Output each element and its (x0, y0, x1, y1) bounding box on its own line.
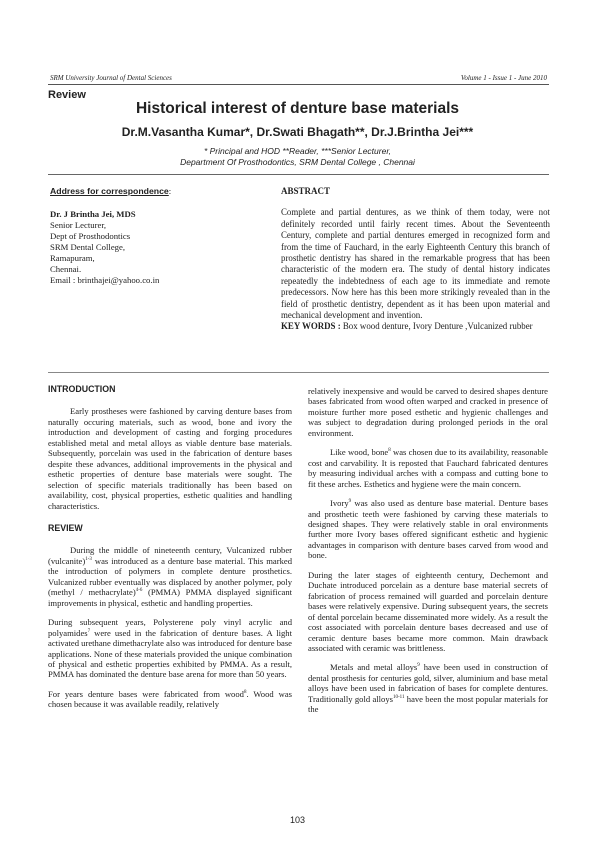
text-run: were used in the fabrication of denture bases. A light activated urethane dimethacrylate also was introduced for denture base applications. None of these materials provided the unique combination of physical and esthetic properties exhibited by PMMA. As a result, PMMA has dominated the denture base arena for more than 50 years. (48, 627, 292, 680)
citation: 9 (417, 663, 420, 669)
citation: 9 (348, 499, 352, 505)
text-run: . Wood was chosen because it was available readily, relatively (48, 688, 293, 710)
review-heading: REVIEW (48, 522, 83, 533)
body-paragraph (308, 662, 548, 714)
correspondence-name: Dr. J Brintha Jei, MDS (50, 209, 136, 219)
review-paragraph (48, 617, 292, 680)
text-run: Ivory (330, 498, 349, 509)
correspondence-block (50, 186, 260, 286)
abstract-heading: ABSTRACT (281, 186, 331, 196)
text-run: have been the most popular materials for the (308, 693, 549, 715)
correspondence-line: Dept of Prosthodontics (50, 231, 131, 241)
page-number: 103 (289, 815, 306, 825)
citation: 7 (87, 628, 91, 634)
author-list: Dr.M.Vasantha Kumar*, Dr.Swati Bhagath**, Dr.J.Brintha Jei*** (121, 125, 474, 139)
citation: 8 (388, 448, 391, 454)
body-paragraph: relatively inexpensive and would be carved to desired shapes denture bases fabricated from wood often warped and cracked in presence of moisture further more posed esthetic and hygienic challenges and was subject to degradation during prolonged periods in the oral environment. (308, 386, 548, 438)
left-column (48, 384, 292, 719)
text-run: was chosen due to its availability, reasonable cost and carvability. It is reposted that Fauchard fabricated dentures by measuring individual arches with a compass and cutting bone to fit these arches. Esthetics and hygiene were the main concern. (308, 447, 548, 489)
citation: 4-6 (135, 588, 143, 594)
correspondence-line: Ramapuram, (50, 253, 95, 263)
introduction-paragraph: Early prostheses were fashioned by carving denture bases from naturally occuring materials, such as wood, bone and ivory the introduction and development of casting and forging procedures established metal and metal alloys as viable denture base materials. Subsequently, porcelain was used in the fabrication of denture bases despite these advances, additional improvements in the physical and esthetic properties of denture base materials were sought. The selection of specific materials traditionally has been based on availability, cost, physical properties, esthetic qualities and handling characteristics. (48, 406, 292, 511)
correspondence-line: Senior Lecturer, (50, 220, 107, 230)
abstract-block (281, 186, 550, 333)
text-run: was also used as denture base material. Denture bases and prosthetic teeth were fashioned by carving these materials to designed shapes. They were relatively stable in oral environments further more Ivory bases offered significant esthetic and hygienic advantages in comparison with denture bases carved from wood and bone. (308, 498, 548, 561)
correspondence-email: Email : brinthajei@yahoo.co.in (50, 275, 160, 285)
journal-name: SRM University Journal of Dental Sciences (50, 74, 172, 82)
right-column (308, 386, 548, 724)
title-divider (48, 174, 549, 175)
correspondence-colon: : (168, 186, 172, 196)
text-run: was introduced as a denture base material. This marked the introduction of polymers in complete denture prosthetics. Vulcanized rubber eventually was displaced by another polymer, poly (methyl / methacrylate) (48, 555, 292, 598)
body-paragraph: During the later stages of eighteenth century, Dechemont and Duchate introduced porcelain as a denture base material secrets of fabrication of process remained will guarded and porcelain denture bases were relatively expensive. During subsequent years, the secrets of dental porcelain became disseminated more widely. As a result the cost associated with porcelain denture bases decreased and use of ceramic denture bases became more common. Main drawback associated with ceramic was brittleness. (308, 569, 548, 653)
body-paragraph (308, 498, 548, 561)
keywords-line (281, 321, 550, 332)
text-run: During subsequent years, Polysterene poly vinyl acrylic and polyamides (48, 617, 292, 638)
text-run: During the middle of nineteenth century, Vulcanized rubber (vulcanite) (48, 545, 292, 566)
review-paragraph (48, 689, 292, 710)
citation: 8 (243, 690, 247, 696)
text-run: Metals and metal alloys (330, 662, 418, 673)
section-tag: Review (48, 89, 86, 101)
abstract-divider (48, 372, 549, 373)
review-paragraph (48, 545, 292, 608)
correspondence-line: SRM Dental College, (50, 242, 126, 252)
affiliation-department: Department Of Prosthodontics, SRM Dental College , Chennai (180, 157, 415, 167)
text-run: For years denture bases were fabricated from wood (48, 688, 244, 699)
body-paragraph (308, 447, 548, 489)
header-divider (48, 84, 549, 85)
introduction-heading: INTRODUCTION (48, 384, 116, 394)
text-run: Like wood, bone (330, 447, 389, 458)
abstract-text: Complete and partial dentures, as we think of them today, were not definitely recorded until fairly recent times. About the Seventeenth Century, complete and partial dentures emerged in recognized form and from the time of Fauchard, in the early Eighteenth Century this branch of prosthetic dentistry has shared in the remarkable progress that has been characteristic of the modern era. The study of dental history indicates repeatedly the indebtedness of each age to its immediate and remote predecessors. Now here has this been more strikingly revealed than in the field of prosthetic dentistry, dependent as it has been upon material and mechanical development and invention. (281, 207, 550, 321)
citation: 1-3 (85, 557, 92, 563)
issue-info: Volume 1 - Issue 1 - June 2010 (460, 74, 547, 82)
keywords-text: Box wood denture, Ivory Denture ,Vulcanized rubber (340, 321, 533, 332)
affiliation-roles: * Principal and HOD **Reader, ***Senior Lecturer, (203, 146, 392, 156)
text-run: have been used in construction of dental prosthesis for centuries gold, silver, aluminium and base metal alloys have been used in fabrication of bases for complete dentures. Traditionally gold alloys (308, 662, 548, 704)
keywords-label: KEY WORDS : (281, 321, 341, 332)
article-title: Historical interest of denture base materials (135, 100, 460, 117)
citation: 10-11 (392, 694, 405, 700)
correspondence-heading: Address for correspondence (50, 186, 169, 196)
correspondence-heading-line (50, 186, 260, 197)
correspondence-line: Chennai. (50, 264, 82, 274)
text-run: (PMMA) PMMA displayed significant improvements in physical, esthetic and handling properties. (48, 587, 293, 608)
